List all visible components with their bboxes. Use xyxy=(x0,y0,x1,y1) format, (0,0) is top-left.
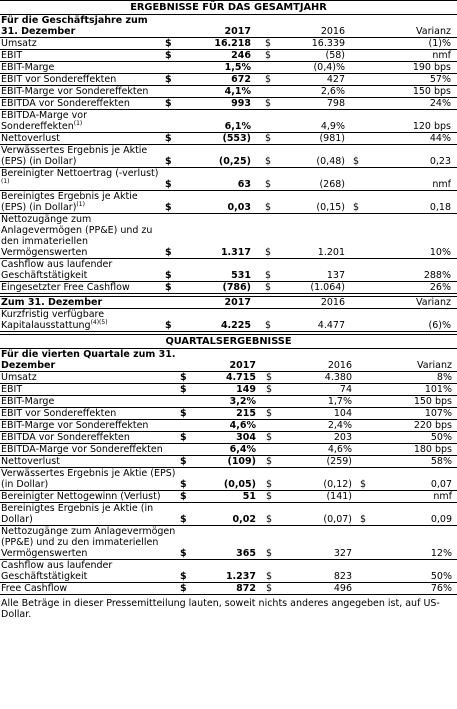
currency-2016: $ xyxy=(266,372,273,383)
table-row xyxy=(0,420,457,432)
value-2017: 365 xyxy=(236,548,256,559)
value-variance: nmf xyxy=(432,179,451,190)
currency-variance: $ xyxy=(360,514,367,525)
value-2017: 4.715 xyxy=(225,372,256,383)
row-label: EBIT-Marge xyxy=(1,396,55,407)
footnote: Alle Beträge in dieser Pressemitteilung lauten, soweit nichts anderes angegeben ist, auf US-Dollar. xyxy=(1,598,440,620)
value-2017: 531 xyxy=(231,270,251,281)
row-label: Nettoverlust xyxy=(1,133,60,144)
table-row xyxy=(0,560,457,583)
value-variance: nmf xyxy=(433,491,452,502)
table-row xyxy=(0,282,457,294)
value-2016: 1,7% xyxy=(327,396,352,407)
value-2017: 0,02 xyxy=(232,514,256,525)
currency-2017: $ xyxy=(165,156,172,167)
currency-2016: $ xyxy=(266,571,273,582)
value-2016: 104 xyxy=(333,408,352,419)
value-2017: 6,1% xyxy=(224,121,251,132)
table-row xyxy=(0,444,457,456)
value-variance: nmf xyxy=(432,50,451,61)
row-label: Cashflow aus laufender Geschäftstätigkeit xyxy=(1,259,113,281)
currency-2016: $ xyxy=(266,583,273,594)
row-label: EBIT-Marge vor Sondereffekten xyxy=(1,420,149,431)
value-2016: 496 xyxy=(333,583,352,594)
table-row xyxy=(0,503,457,526)
currency-2016: $ xyxy=(266,491,273,502)
value-2016: 137 xyxy=(326,270,345,281)
annual-header-col-2016: 2016 xyxy=(320,26,345,37)
row-label: EBITDA vor Sondereffekten xyxy=(1,432,130,443)
value-variance: 101% xyxy=(424,384,452,395)
currency-2017: $ xyxy=(180,548,187,559)
value-variance: 50% xyxy=(430,571,452,582)
currency-2016: $ xyxy=(265,282,272,293)
currency-2017: $ xyxy=(180,479,187,490)
value-2016: (0,15) xyxy=(316,202,345,213)
value-variance: 190 bps xyxy=(412,62,451,73)
currency-2016: $ xyxy=(266,456,273,467)
quarterly-header-col-2016: 2016 xyxy=(327,360,352,371)
value-2017: (109) xyxy=(227,456,256,467)
currency-2016: $ xyxy=(265,50,272,61)
currency-2017: $ xyxy=(165,179,172,190)
value-2017: 4,1% xyxy=(224,86,251,97)
row-label: Nettozugänge zum Anlagevermögen (PP&E) und zu den immateriellen Vermögenswerten xyxy=(1,526,176,559)
currency-2017: $ xyxy=(165,50,172,61)
table-row xyxy=(0,38,457,50)
table-row xyxy=(0,86,457,98)
currency-2016: $ xyxy=(265,320,272,331)
table-row xyxy=(0,468,457,491)
currency-2017: $ xyxy=(180,384,187,395)
value-2017: 16.218 xyxy=(214,38,251,49)
quarterly-section-title: QUARTALSERGEBNISSE xyxy=(0,334,457,349)
table-row xyxy=(0,432,457,444)
row-label: Nettoverlust xyxy=(1,456,60,467)
value-2016: (58) xyxy=(325,50,345,61)
footnote-marker: (1) xyxy=(76,200,85,208)
currency-2016: $ xyxy=(265,156,272,167)
row-label: Bereinigtes Ergebnis je Aktie (EPS) (in Dollar)$^{(1)}$ xyxy=(1,191,138,213)
footnote-marker: (4)(5) xyxy=(90,318,108,326)
annual-header-label: Für die Geschäftsjahre zum 31. Dezember xyxy=(1,15,148,37)
table-row xyxy=(0,98,457,110)
currency-2017: $ xyxy=(165,202,172,213)
row-label: Bereinigter Nettoertrag (-verlust)$^{(1)}$ xyxy=(1,168,159,185)
value-2016: 203 xyxy=(333,432,352,443)
currency-2017: $ xyxy=(180,514,187,525)
value-variance: 44% xyxy=(429,133,451,144)
value-variance: 220 bps xyxy=(413,420,452,431)
row-label: EBIT-Marge xyxy=(1,62,55,73)
value-2016: 427 xyxy=(326,74,345,85)
currency-2017: $ xyxy=(180,583,187,594)
value-2017: 672 xyxy=(231,74,251,85)
value-variance: 120 bps xyxy=(412,121,451,132)
value-2016: (0,4)% xyxy=(313,62,345,73)
currency-2017: $ xyxy=(165,247,172,258)
currency-2016: $ xyxy=(266,408,273,419)
row-label: Verwässertes Ergebnis je Aktie (EPS) (in Dollar) xyxy=(1,145,148,167)
annual-table xyxy=(0,38,457,294)
value-2016: (0,48) xyxy=(316,156,345,167)
table-row xyxy=(0,145,457,168)
value-variance: 0,23 xyxy=(429,156,451,167)
value-2017: 1,5% xyxy=(224,62,251,73)
quarterly-table xyxy=(0,372,457,595)
value-2016: (1.064) xyxy=(310,282,345,293)
value-2017: 993 xyxy=(231,98,251,109)
value-variance: 58% xyxy=(430,456,452,467)
row-label: Nettozugänge zum Anlagevermögen (PP&E) und zu den immateriellen Vermögenswerten xyxy=(1,214,153,258)
row-label: EBITDA-Marge vor Sondereffekten$^{(1)}$ xyxy=(1,110,87,132)
currency-2016: $ xyxy=(266,548,273,559)
row-label: EBITDA-Marge vor Sondereffekten xyxy=(1,444,163,455)
value-2017: 1.237 xyxy=(225,571,256,582)
value-variance: 57% xyxy=(429,74,451,85)
table-row xyxy=(0,526,457,560)
table-row xyxy=(0,408,457,420)
row-label: EBIT vor Sondereffekten xyxy=(1,408,117,419)
value-2017: 51 xyxy=(242,491,256,502)
value-variance: 12% xyxy=(430,548,452,559)
value-2017: 149 xyxy=(236,384,256,395)
balance-header-col-2016: 2016 xyxy=(320,297,345,308)
currency-variance: $ xyxy=(353,156,360,167)
value-2017: 4.225 xyxy=(220,320,251,331)
value-variance: 0,18 xyxy=(429,202,451,213)
currency-2016: $ xyxy=(265,74,272,85)
currency-2016: $ xyxy=(266,479,273,490)
annual-header-col-varianz: Varianz xyxy=(416,26,451,37)
currency-2017: $ xyxy=(165,98,172,109)
currency-2017: $ xyxy=(180,456,187,467)
table-row xyxy=(0,62,457,74)
balance-header-col-varianz: Varianz xyxy=(416,297,451,308)
value-2016: 4.380 xyxy=(324,372,352,383)
row-label: Bereinigtes Ergebnis je Aktie (in Dollar) xyxy=(1,503,154,525)
currency-2016: $ xyxy=(266,432,273,443)
value-2017: (0,25) xyxy=(218,156,251,167)
value-2016: 823 xyxy=(333,571,352,582)
currency-2017: $ xyxy=(165,270,172,281)
table-row xyxy=(0,583,457,595)
currency-2016: $ xyxy=(265,179,272,190)
value-variance: 180 bps xyxy=(413,444,452,455)
currency-2016: $ xyxy=(265,38,272,49)
currency-2017: $ xyxy=(180,372,187,383)
currency-2016: $ xyxy=(266,384,273,395)
table-row xyxy=(0,456,457,468)
quarterly-header-label: Für die vierten Quartale zum 31. Dezember xyxy=(1,349,176,371)
quarterly-header-col-2017: 2017 xyxy=(229,360,256,371)
balance-header-row xyxy=(0,296,457,309)
table-row xyxy=(0,491,457,503)
currency-2016: $ xyxy=(265,247,272,258)
value-2017: 4,6% xyxy=(229,420,256,431)
currency-2016: $ xyxy=(266,514,273,525)
value-variance: 0,07 xyxy=(430,479,452,490)
table-row xyxy=(0,110,457,133)
value-variance: (1)% xyxy=(428,38,451,49)
table-row xyxy=(0,259,457,282)
currency-2017: $ xyxy=(180,432,187,443)
value-2016: 2,6% xyxy=(320,86,345,97)
balance-table xyxy=(0,309,457,332)
value-2016: (0,07) xyxy=(323,514,352,525)
table-row xyxy=(0,50,457,62)
value-2016: 1.201 xyxy=(317,247,345,258)
row-label: Umsatz xyxy=(1,38,37,49)
row-label: Kurzfristig verfügbare Kapitalausstattung$^{(4)(5)}$ xyxy=(1,309,108,331)
value-variance: 10% xyxy=(429,247,451,258)
balance-header-col-2017: 2017 xyxy=(224,297,251,308)
value-2017: (553) xyxy=(222,133,251,144)
row-label: EBIT vor Sondereffekten xyxy=(1,74,117,85)
value-2017: 1.317 xyxy=(220,247,251,258)
value-2016: 327 xyxy=(333,548,352,559)
annual-section-title: ERGEBNISSE FÜR DAS GESAMTJAHR xyxy=(0,0,457,15)
currency-2017: $ xyxy=(165,282,172,293)
row-label: Bereinigter Nettogewinn (Verlust) xyxy=(1,491,161,502)
table-row xyxy=(0,133,457,145)
currency-2016: $ xyxy=(265,98,272,109)
currency-2017: $ xyxy=(180,491,187,502)
row-label: EBIT xyxy=(1,50,23,61)
value-2016: (259) xyxy=(326,456,352,467)
currency-variance: $ xyxy=(360,479,367,490)
currency-2016: $ xyxy=(265,270,272,281)
currency-2016: $ xyxy=(265,202,272,213)
annual-header-col-2017: 2017 xyxy=(224,26,251,37)
balance-header-label: Zum 31. Dezember xyxy=(1,297,103,308)
table-row xyxy=(0,309,457,332)
value-2016: (141) xyxy=(326,491,352,502)
currency-variance: $ xyxy=(353,202,360,213)
value-variance: 0,09 xyxy=(430,514,452,525)
value-2016: 4.477 xyxy=(317,320,345,331)
value-2016: (268) xyxy=(319,179,345,190)
value-2017: 3,2% xyxy=(229,396,256,407)
row-label: Verwässertes Ergebnis je Aktie (EPS) (in Dollar) xyxy=(1,468,176,490)
value-2017: 215 xyxy=(236,408,256,419)
row-label: EBIT-Marge vor Sondereffekten xyxy=(1,86,149,97)
value-2017: 246 xyxy=(231,50,251,61)
value-variance: 8% xyxy=(436,372,452,383)
value-variance: 150 bps xyxy=(413,396,452,407)
row-label: Cashflow aus laufender Geschäftstätigkeit xyxy=(1,560,113,582)
value-2017: (0,05) xyxy=(223,479,256,490)
currency-2017: $ xyxy=(180,408,187,419)
table-row xyxy=(0,384,457,396)
row-label: Eingesetzter Free Cashflow xyxy=(1,282,130,293)
value-2016: (0,12) xyxy=(323,479,352,490)
value-2016: 798 xyxy=(326,98,345,109)
currency-2017: $ xyxy=(165,133,172,144)
value-2017: 872 xyxy=(236,583,256,594)
value-2017: 63 xyxy=(237,179,251,190)
table-row xyxy=(0,191,457,214)
value-variance: 76% xyxy=(430,583,452,594)
value-2016: 74 xyxy=(339,384,352,395)
value-2016: 2,4% xyxy=(327,420,352,431)
value-2017: 0,03 xyxy=(227,202,251,213)
value-variance: 24% xyxy=(429,98,451,109)
footnote-marker: (1) xyxy=(1,177,10,185)
currency-2017: $ xyxy=(165,38,172,49)
row-label: EBITDA vor Sondereffekten xyxy=(1,98,130,109)
value-2016: 4,9% xyxy=(320,121,345,132)
table-row xyxy=(0,372,457,384)
row-label: EBIT xyxy=(1,384,23,395)
value-variance: 50% xyxy=(430,432,452,443)
currency-2017: $ xyxy=(180,571,187,582)
value-variance: 288% xyxy=(423,270,451,281)
quarterly-header-col-varianz: Varianz xyxy=(417,360,452,371)
row-label: Free Cashflow xyxy=(1,583,68,594)
table-row xyxy=(0,74,457,86)
quarterly-header-row xyxy=(0,349,457,372)
value-variance: 150 bps xyxy=(412,86,451,97)
currency-2017: $ xyxy=(165,320,172,331)
table-row xyxy=(0,214,457,259)
value-variance: 26% xyxy=(429,282,451,293)
value-2017: 304 xyxy=(236,432,256,443)
table-row xyxy=(0,168,457,191)
value-variance: (6)% xyxy=(428,320,451,331)
value-2016: 16.339 xyxy=(311,38,345,49)
row-label: Umsatz xyxy=(1,372,37,383)
currency-2017: $ xyxy=(165,74,172,85)
value-2017: 6,4% xyxy=(229,444,256,455)
footnote-marker: (1) xyxy=(73,119,83,127)
value-2016: 4,6% xyxy=(327,444,352,455)
value-2017: (786) xyxy=(222,282,251,293)
annual-header-row xyxy=(0,15,457,38)
value-variance: 107% xyxy=(424,408,452,419)
currency-2016: $ xyxy=(265,133,272,144)
value-2016: (981) xyxy=(319,133,345,144)
table-row xyxy=(0,396,457,408)
